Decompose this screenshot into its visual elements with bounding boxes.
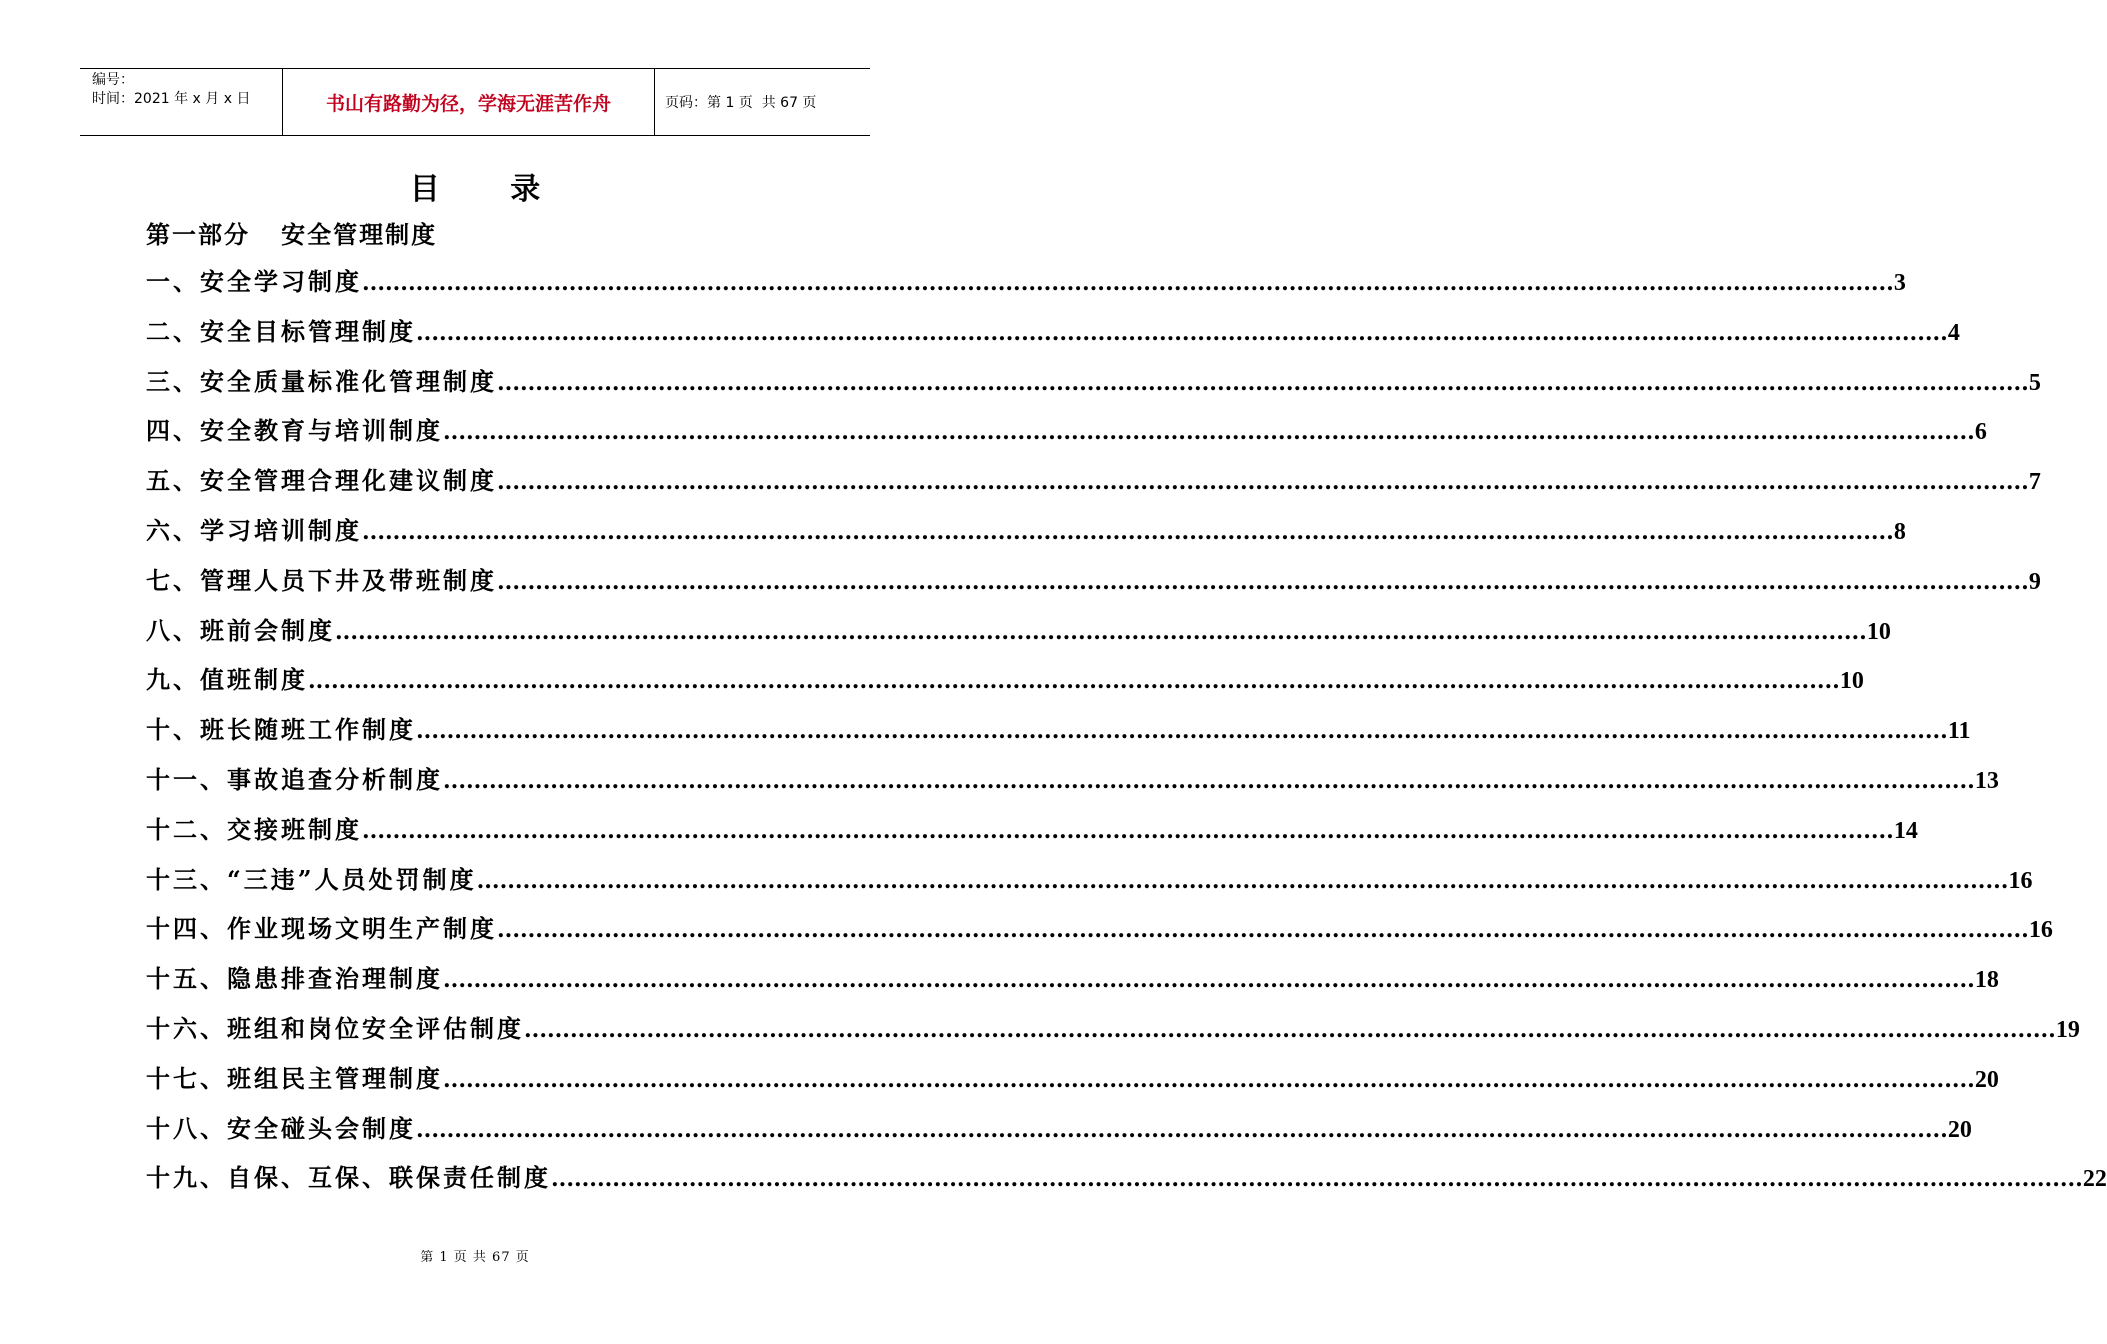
toc-entry-page: 3	[1893, 270, 1906, 296]
toc-entry[interactable]	[146, 561, 2041, 611]
toc-leader-dots: ........................................................................................................................................................................................................	[524, 1016, 2056, 1043]
toc-entry-page: 6	[1974, 419, 1987, 446]
toc-entry[interactable]	[146, 959, 1999, 1009]
toc-leader-dots: ........................................................................................................................................................................................................	[362, 518, 1894, 545]
toc-entry-label: 九、值班制度	[146, 665, 308, 695]
header-slogan: 书山有路勤为径，学海无涯苦作舟	[283, 69, 655, 135]
toc-entry-label: 十三、“三违”人员处罚制度	[146, 864, 477, 894]
toc-leader-dots: ........................................................................................................................................................................................................	[362, 270, 1894, 296]
toc-entry-label: 十、班长随班工作制度	[146, 715, 416, 745]
toc-entry-label: 十四、作业现场文明生产制度	[146, 914, 497, 944]
toc-entry[interactable]	[146, 312, 1960, 362]
table-of-contents	[146, 262, 2107, 1208]
toc-entry-label: 十九、自保、互保、联保责任制度	[146, 1163, 551, 1193]
header-meta	[80, 69, 283, 135]
toc-entry[interactable]	[146, 511, 1906, 561]
toc-leader-dots: ........................................................................................................................................................................................................	[497, 917, 2029, 944]
toc-entry-page: 11	[1947, 718, 1971, 745]
toc-leader-dots: ........................................................................................................................................................................................................	[551, 1166, 2083, 1193]
toc-leader-dots: ........................................................................................................................................................................................................	[416, 718, 1948, 745]
toc-entry-page: 13	[1974, 767, 1999, 794]
toc-entry-page: 20	[1947, 1116, 1972, 1143]
toc-entry[interactable]	[146, 660, 1864, 710]
toc-entry-page: 22	[2082, 1166, 2107, 1193]
toc-entry[interactable]	[146, 810, 1918, 860]
page-title: 目 录	[409, 172, 571, 207]
toc-entry-label: 十七、班组民主管理制度	[146, 1063, 443, 1093]
header-page-info-text: 页码：第 1 页 共 67 页	[665, 95, 817, 111]
toc-entry-page: 7	[2028, 469, 2041, 496]
toc-leader-dots: ........................................................................................................................................................................................................	[416, 1116, 1948, 1143]
toc-entry-label: 七、管理人员下井及带班制度	[146, 565, 497, 595]
toc-entry[interactable]	[146, 611, 1891, 661]
toc-leader-dots: ........................................................................................................................................................................................................	[308, 668, 1840, 695]
header-page-info	[655, 69, 870, 135]
toc-leader-dots: ........................................................................................................................................................................................................	[497, 369, 2029, 396]
toc-entry-label: 十八、安全碰头会制度	[146, 1113, 416, 1143]
page-header	[80, 68, 870, 136]
toc-entry-page: 19	[2055, 1016, 2080, 1043]
toc-leader-dots: ........................................................................................................................................................................................................	[443, 767, 1975, 794]
toc-leader-dots: ........................................................................................................................................................................................................	[497, 469, 2029, 496]
toc-entry[interactable]	[146, 1158, 2107, 1208]
toc-entry-page: 18	[1974, 967, 1999, 994]
toc-entry-label: 十六、班组和岗位安全评估制度	[146, 1013, 524, 1043]
toc-entry-label: 三、安全质量标准化管理制度	[146, 366, 497, 396]
toc-entry-page: 10	[1839, 668, 1864, 695]
toc-entry[interactable]	[146, 710, 1971, 760]
toc-entry[interactable]	[146, 1009, 2080, 1059]
toc-entry-label: 五、安全管理合理化建议制度	[146, 466, 497, 496]
toc-entry-label: 一、安全学习制度	[146, 267, 362, 296]
toc-entry[interactable]	[146, 1059, 1999, 1109]
toc-entry-label: 十一、事故追查分析制度	[146, 764, 443, 794]
toc-leader-dots: ........................................................................................................................................................................................................	[335, 618, 1867, 645]
toc-entry-page: 9	[2028, 568, 2041, 595]
toc-leader-dots: ........................................................................................................................................................................................................	[443, 419, 1975, 446]
toc-leader-dots: ........................................................................................................................................................................................................	[443, 967, 1975, 994]
document-number-label: 编号：	[92, 72, 134, 88]
toc-entry-label: 六、学习培训制度	[146, 515, 362, 545]
toc-leader-dots: ........................................................................................................................................................................................................	[497, 568, 2029, 595]
toc-entry-label: 十二、交接班制度	[146, 814, 362, 844]
toc-entry-page: 4	[1947, 319, 1960, 346]
toc-leader-dots: ........................................................................................................................................................................................................	[416, 319, 1948, 346]
toc-entry[interactable]	[146, 909, 2053, 959]
toc-entry-label: 四、安全教育与培训制度	[146, 416, 443, 446]
part-title: 第一部分 安全管理制度	[146, 220, 438, 249]
toc-entry[interactable]	[146, 1109, 1972, 1159]
document-time: 时间：2021 年 x 月 x 日	[92, 91, 251, 107]
toc-entry-page: 20	[1974, 1066, 1999, 1093]
toc-entry-page: 10	[1866, 618, 1891, 645]
toc-entry[interactable]	[146, 860, 2033, 910]
toc-entry[interactable]	[146, 362, 2041, 412]
toc-leader-dots: ........................................................................................................................................................................................................	[443, 1066, 1975, 1093]
toc-entry-page: 16	[2028, 917, 2053, 944]
toc-leader-dots: ........................................................................................................................................................................................................	[362, 817, 1894, 844]
toc-entry-page: 16	[2008, 867, 2033, 894]
toc-leader-dots: ........................................................................................................................................................................................................	[476, 867, 2009, 894]
toc-entry[interactable]	[146, 461, 2041, 511]
toc-entry-label: 十五、隐患排查治理制度	[146, 964, 443, 994]
toc-entry[interactable]	[146, 760, 1999, 810]
toc-entry-page: 14	[1893, 817, 1918, 844]
toc-entry[interactable]	[146, 262, 1906, 312]
toc-entry-page: 5	[2028, 369, 2041, 396]
toc-entry-page: 8	[1893, 518, 1906, 545]
page-footer: 第 1 页 共 67 页	[420, 1250, 530, 1265]
toc-entry-label: 二、安全目标管理制度	[146, 316, 416, 346]
toc-entry-label: 八、班前会制度	[146, 615, 335, 645]
toc-entry[interactable]	[146, 411, 1987, 461]
